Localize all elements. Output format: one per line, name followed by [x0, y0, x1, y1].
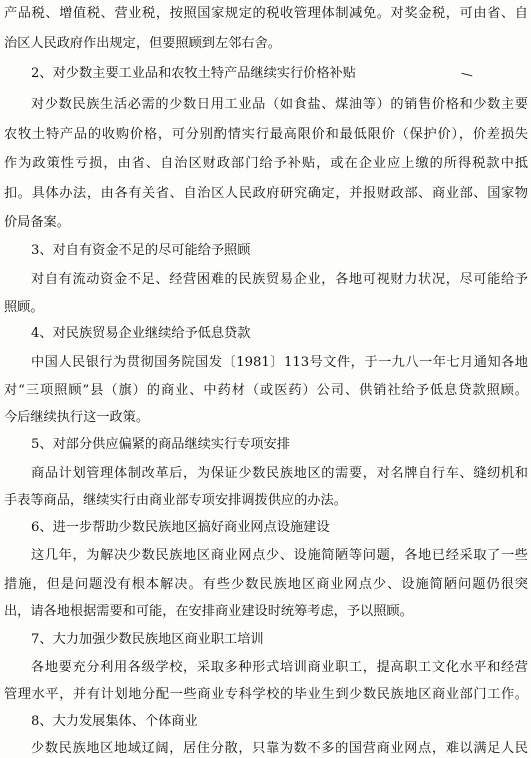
text-line-8: 价局备案。 — [4, 215, 70, 230]
section-5-heading: 5、对部分供应偏紧的商品继续实行专项安排 — [31, 437, 290, 452]
text-line-10: 对自有流动资金不足、经营困难的民族贸易企业，各地可视财力状况，尽可能给予 — [31, 272, 528, 287]
text-line-5: 农牧土特产品的收购价格，可分别酌情实行最高限价和最低限价（保护价），价差损失 — [4, 127, 528, 142]
text-line-7: 扣。具体办法，由各有关省、自治区人民政府研究确定，并报财政部、商业部、国家物 — [4, 186, 528, 201]
text-line-17: 商品计划管理体制改革后，为保证少数民族地区的需要，对名牌自行车、缝纫机和 — [31, 466, 528, 481]
text-line-24: 各地要充分利用各级学校，采取多种形式培训商业职工，提高职工文化水平和经营 — [31, 660, 528, 675]
section-8-heading: 8、大力发展集体、个体商业 — [31, 714, 198, 729]
section-7-heading: 7、大力加强少数民族地区商业职工培训 — [31, 632, 264, 647]
text-line-1: 产品税、增值税、营业税，按照国家规定的税收管理体制减免。对奖金税，可由省、自 — [4, 6, 528, 21]
text-line-4: 对少数民族生活必需的少数日用工业品（如食盐、煤油等）的销售价格和少数主要 — [31, 97, 528, 112]
text-line-21: 措施，但是问题没有根本解决。有些少数民族地区商业网点少、设施简陋问题仍很突 — [4, 577, 528, 592]
text-line-11: 照顾。 — [4, 300, 44, 315]
text-line-13: 中国人民银行为贯彻国务院国发〔1981〕113号文件，于一九八一年七月通知各地 — [31, 355, 528, 370]
text-line-20: 这几年，为解决少数民族地区商业网点少、设施简陋等问题，各地已经采取了一些 — [31, 548, 528, 563]
section-6-heading: 6、进一步帮助少数民族地区搞好商业网点设施建设 — [31, 520, 330, 535]
text-line-18: 手表等商品，继续实行由商业部专项安排调拨供应的办法。 — [4, 493, 347, 508]
text-line-22: 出，请各地根据需要和可能，在安排商业建设时统筹考虑，予以照顾。 — [4, 604, 413, 619]
section-2-heading: 2、对少数主要工业品和农牧土特产品继续实行价格补贴 — [31, 66, 356, 81]
text-line-15: 今后继续执行这一政策。 — [4, 410, 150, 425]
section-3-heading: 3、对自有资金不足的尽可能给予照顾 — [31, 243, 251, 258]
text-line-25: 管理水平，并有计划地分配一些商业专科学校的毕业生到少数民族地区商业部门工作。 — [4, 687, 528, 702]
text-line-27: 少数民族地区地域辽阔，居住分散，只靠为数不多的国营商业网点，难以满足人民 — [31, 741, 528, 756]
text-line-2: 治区人民政府作出规定，但要照顾到左邻右舍。 — [4, 36, 281, 51]
text-line-6: 作为政策性亏损，由省、自治区财政部门给予补贴，或在企业应上缴的所得税款中抵 — [4, 156, 528, 171]
text-line-14: 对“三项照顾”县（旗）的商业、中药材（或医药）公司、供销社给予低息贷款照顾。 — [4, 383, 528, 398]
section-4-heading: 4、对民族贸易企业继续给予低息贷款 — [31, 326, 251, 341]
